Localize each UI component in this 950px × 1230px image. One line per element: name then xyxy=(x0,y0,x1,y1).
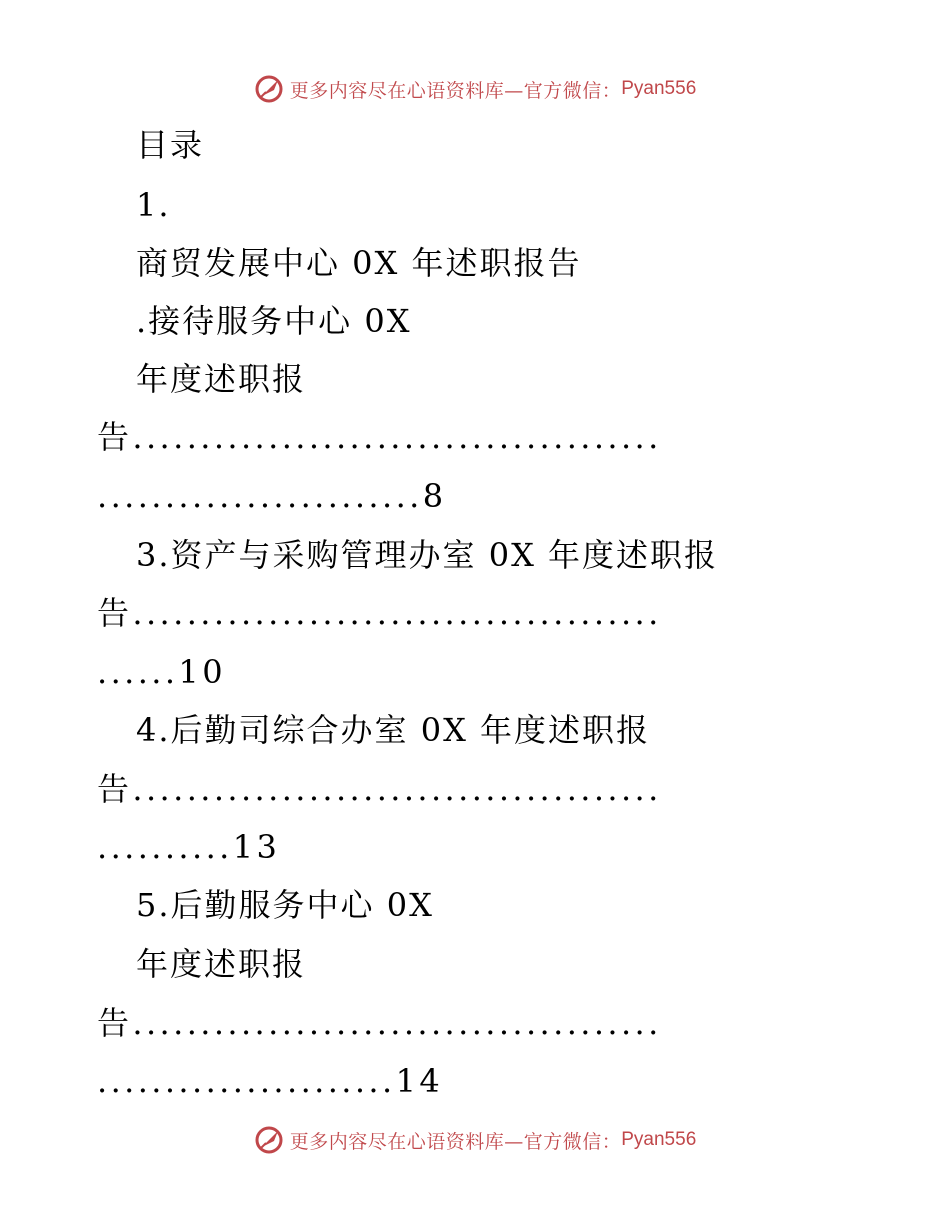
toc-line: 商贸发展中心 0X 年述职报告 xyxy=(136,244,582,282)
toc-line: 告....................................... xyxy=(97,418,662,456)
toc-line: 年度述职报 xyxy=(136,360,307,398)
toc-line: 5.后勤服务中心 0X xyxy=(136,886,434,924)
watermark-banner-bottom xyxy=(0,1120,950,1160)
watermark-wechat-id: Pyan556 xyxy=(621,1129,697,1150)
watermark-wechat-id: Pyan556 xyxy=(621,78,697,99)
toc-line: 告....................................... xyxy=(97,1004,662,1042)
toc-line: ......................14 xyxy=(97,1062,444,1100)
watermark-text: 更多内容尽在心语资料库—官方微信： xyxy=(289,79,622,102)
watermark-text: 更多内容尽在心语资料库—官方微信： xyxy=(289,1130,622,1153)
toc-line: ........................8 xyxy=(97,477,447,515)
toc-line: ......10 xyxy=(97,653,226,691)
toc-line: 4.后勤司综合办室 0X 年度述职报 xyxy=(136,711,651,749)
toc-line: .接待服务中心 0X xyxy=(136,302,412,340)
toc-heading: 目录 xyxy=(136,126,205,164)
toc-line: 告....................................... xyxy=(97,770,662,808)
toc-line: ..........13 xyxy=(97,828,281,866)
quill-logo-icon xyxy=(254,1125,284,1155)
toc-line: 1. xyxy=(136,186,171,224)
toc-line: 年度述职报 xyxy=(136,945,307,983)
toc-line: 3.资产与采购管理办室 0X 年度述职报 xyxy=(136,536,719,574)
toc-line: 告....................................... xyxy=(97,594,662,632)
